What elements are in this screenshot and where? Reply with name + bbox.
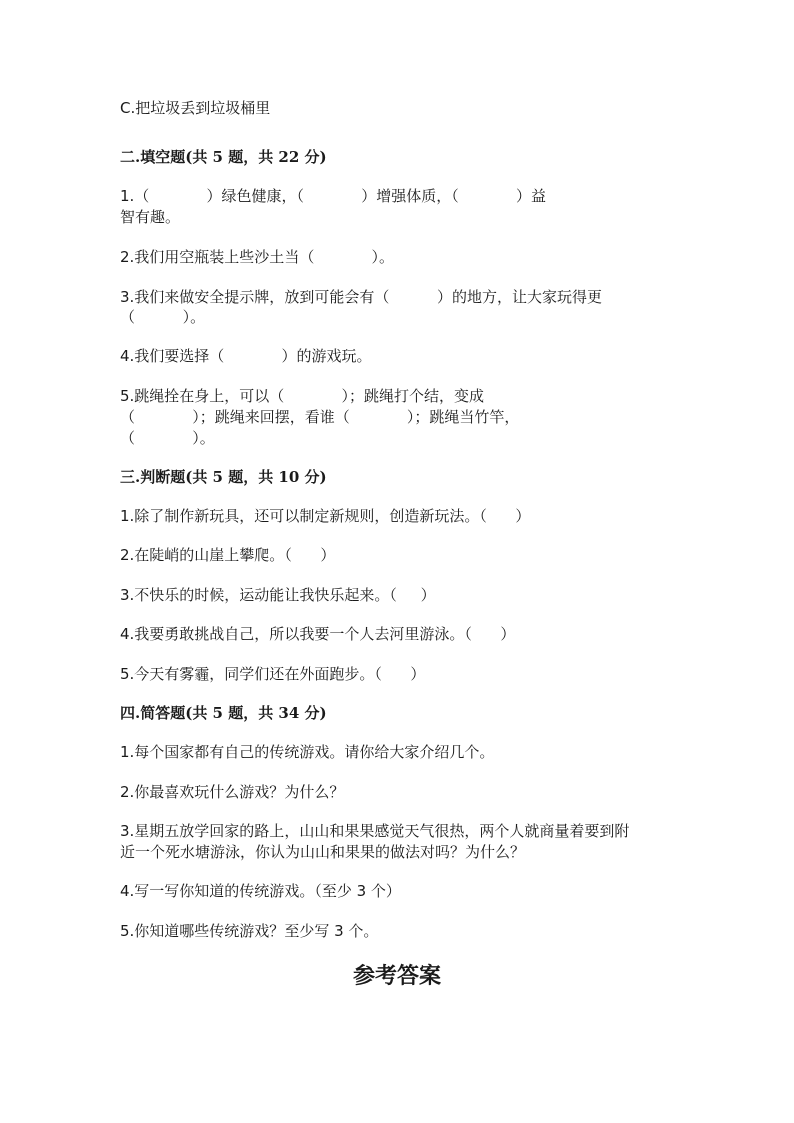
fill-q5-line3: （ ）。 (120, 429, 215, 447)
fill-q5-line1: 5.跳绳拴在身上，可以（ ）；跳绳打个结，变成 (120, 387, 485, 405)
fill-q3-line1: 3.我们来做安全提示牌，放到可能会有（ ）的地方，让大家玩得更 (120, 288, 602, 306)
fill-q4: 4.我们要选择（ ）的游戏玩。 (120, 347, 372, 365)
fill-q2: 2.我们用空瓶装上些沙土当（ ）。 (120, 248, 395, 266)
judge-q4: 4.我要勇敢挑战自己，所以我要一个人去河里游泳。（ ） (120, 625, 516, 643)
short-q4: 4.写一写你知道的传统游戏。（至少 3 个） (120, 882, 401, 900)
judge-q3: 3.不快乐的时候，运动能让我快乐起来。（ ） (120, 586, 436, 604)
section-short-answer-heading: 四.简答题(共 5 题，共 34 分) (120, 704, 327, 722)
fill-q5-line2: （ ）；跳绳来回摆，看谁（ ）；跳绳当竹竿， (120, 408, 520, 426)
short-q3-line2: 近一个死水塘游泳，你认为山山和果果的做法对吗？为什么？ (120, 843, 526, 861)
short-q5: 5.你知道哪些传统游戏？至少写 3 个。 (120, 922, 379, 940)
judge-q5: 5.今天有雾霾，同学们还在外面跑步。（ ） (120, 665, 426, 683)
section-judge-heading: 三.判断题(共 5 题，共 10 分) (120, 468, 327, 486)
answer-key-title: 参考答案 (352, 963, 441, 989)
prev-option-c: C.把垃圾丢到垃圾桶里 (120, 99, 271, 117)
judge-q2: 2.在陡峭的山崖上攀爬。（ ） (120, 546, 336, 564)
judge-q1: 1.除了制作新玩具，还可以制定新规则，创造新玩法。（ ） (120, 507, 531, 525)
short-q3-line1: 3.星期五放学回家的路上，山山和果果感觉天气很热，两个人就商量着要到附 (120, 822, 630, 840)
section-fill-blank-heading: 二.填空题(共 5 题，共 22 分) (120, 148, 327, 166)
short-q1: 1.每个国家都有自己的传统游戏。请你给大家介绍几个。 (120, 743, 495, 761)
short-q2: 2.你最喜欢玩什么游戏？为什么？ (120, 783, 345, 801)
fill-q3-line2: （ ）。 (120, 308, 206, 326)
fill-q1-line1: 1.（ ）绿色健康，（ ）增强体质，（ ）益 (120, 187, 546, 205)
fill-q1-line2: 智有趣。 (120, 208, 181, 226)
